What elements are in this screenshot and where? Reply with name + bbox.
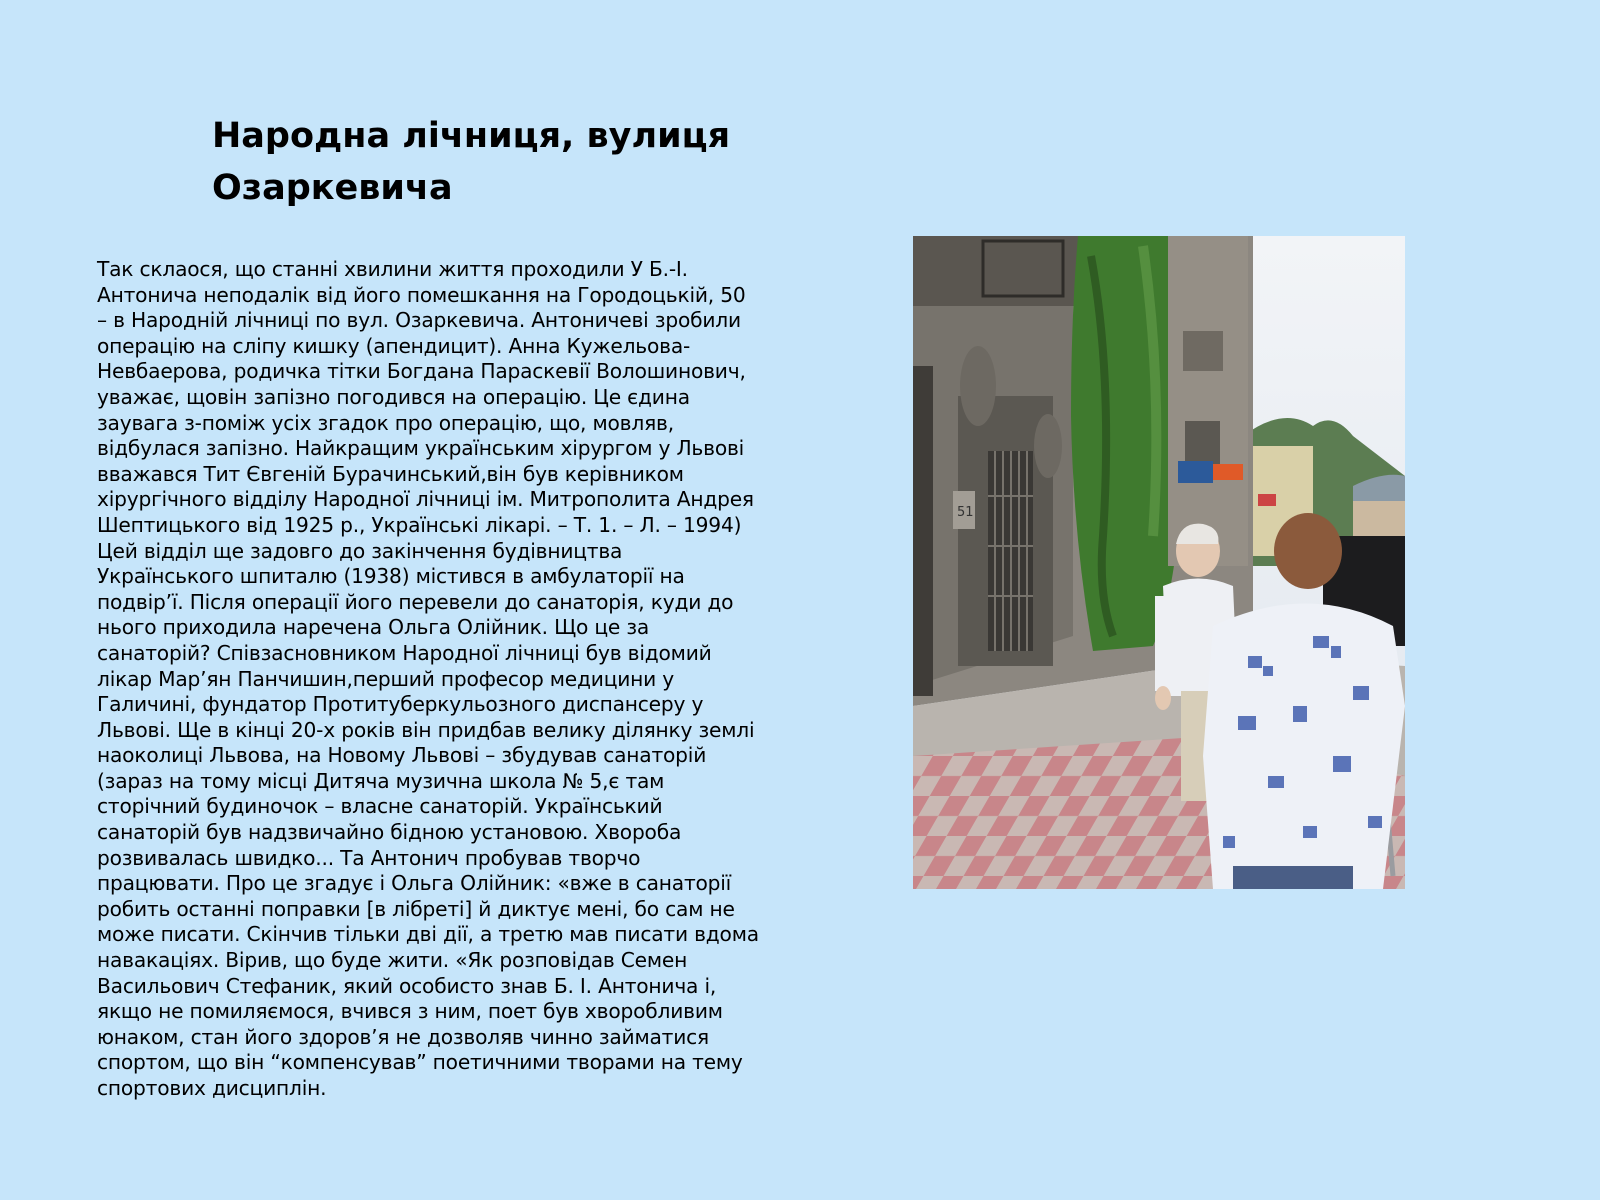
slide-body-text: Так склаося, що станні хвилини життя проходили У Б.-І. Антонича неподалік від його помешкання на Городоцькій, 50 – в Народній лічниці по вул. Озаркевича. Антоничеві зробили операцію на сліпу кишку (апендицит). Анна Кужельова- Невбаерова, родичка тітки Богдана Параскевії Волошинович, уважає, щовін запізно погодився на операцію. Це єдина заувага з-поміж усіх згадок про операцію, що, мовляв, відбулася запізно. Найкращим українським хірургом у Львові вважався Тит Євгеній Бурачинський,він був керівником хірургічного відділу Народної лічниці ім. Митрополита Андрея Шептицького від 1925 р., Українські лікарі. – Т. 1. – Л. – 1994) Цей відділ ще задовго до закінчення будівництва Українського шпиталю (1938) містився в амбулаторії на подвір’ї. Після операції його перевели до санаторія, куди до нього приходила наречена Ольга Олійник. Що це за санаторій? Співзасновником Народної лічниці був відомий лікар Мар’ян Панчишин,перший професор медицини у Галичині, фундатор Протитуберкульозного диспансеру у Львові. Ще в кінці 20-х років він придбав велику ділянку землі наоколиці Львова, на Новому Львові – збудував санаторій (зараз на тому місці Дитяча музична школа № 5,є там сторічний будиночок – власне санаторій. Український санаторій був надзвичайно бідною установою. Хвороба розвивалась швидко... Та Антонич пробував творчо працювати. Про це згадує і Ольга Олійник: «вже в санаторії робить останні поправки [в лібреті] й диктує мені, бо сам не може писати. Скінчив тільки дві дії, а третю мав писати вдома навакаціях. Вірив, що буде жити. «Як розповідав Семен Васильович Стефаник, який особисто знав Б. І. Антонича і, якщо не помиляємося, вчився з ним, поет був хворобливим юнаком, стан його здоров’я не дозволяв чинно займатися спортом, що він “компенсував” поетичними творами на тему спортових дисциплін. — [97, 257, 759, 1100]
house-number: 51 — [957, 505, 974, 520]
slide-title: Народна лічниця, вулиця Озаркевича — [212, 116, 731, 208]
street-photo — [913, 236, 1405, 889]
